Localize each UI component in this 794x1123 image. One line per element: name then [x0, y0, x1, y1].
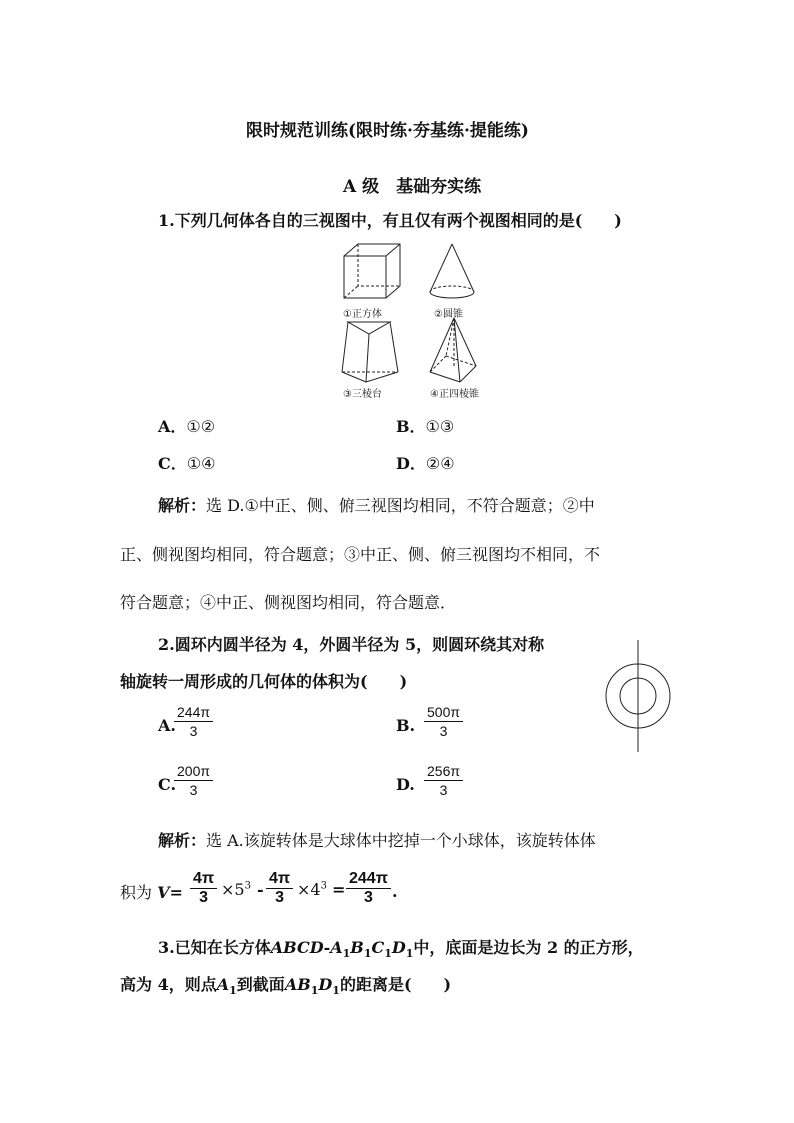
q2-option-b-label: B.	[396, 716, 416, 735]
denominator: 3	[189, 782, 198, 798]
formula-minus: -	[257, 880, 264, 899]
cube-figure	[344, 244, 400, 298]
q2-option-d-label: D.	[396, 775, 415, 794]
q2-option-a-fraction[interactable]	[174, 703, 213, 740]
formula-fraction-2: $\frac{4\pi}{3}$	[266, 870, 293, 907]
option-label: D．	[396, 454, 426, 473]
formula-times-5: $\times 5^3$	[221, 880, 251, 899]
q1-analysis-line2: 正、侧视图均相同，符合题意；③中正、侧、俯三视图均不相同，不	[120, 545, 601, 564]
question-2-stem-line2: 轴旋转一周形成的几何体的体积为( )	[120, 672, 408, 691]
option-label: B．	[396, 417, 426, 436]
question-3-stem-line2: 高为 4，则点$A_1$到截面$AB_1D_1$的距离是( )	[120, 975, 452, 998]
annulus-figure	[600, 640, 676, 752]
formula-v: V	[157, 883, 170, 902]
section-title: A 级 基础夯实练	[343, 177, 482, 197]
q1-option-a[interactable]	[158, 414, 215, 437]
cone-figure	[430, 244, 474, 298]
option-label: C．	[158, 454, 187, 473]
q2-option-c-fraction[interactable]	[174, 762, 213, 799]
q2-analysis-line1	[158, 828, 596, 851]
caption-pyramid: ④正四棱锥	[430, 389, 479, 400]
option-label: A．	[158, 417, 187, 436]
denominator: 3	[439, 782, 448, 798]
formula-period: .	[392, 882, 398, 901]
question-3-stem-line1: 3.已知在长方体ABCD-$A_1B_1C_1D_1$中，底面是边长为 2 的正方形，	[158, 938, 644, 961]
analysis-text: 选 A.该旋转体是大球体中挖掉一个小球体，该旋转体体	[206, 831, 596, 850]
q1-option-c[interactable]	[158, 451, 215, 474]
option-text: ①②	[186, 417, 216, 436]
pyramid-figure	[430, 318, 476, 382]
formula-times-4: $\times 4^3$	[297, 880, 327, 899]
option-text: ②④	[425, 454, 455, 473]
q1-analysis-line3: 符合题意；④中正、侧视图均相同，符合题意．	[120, 593, 457, 612]
numerator: 500π	[424, 703, 463, 722]
formula-eq: =	[169, 883, 183, 902]
caption-cube: ①正方体	[343, 309, 382, 320]
question-1-stem: 1.下列几何体各自的三视图中，有且仅有两个视图相同的是( )	[158, 211, 622, 230]
caption-frustum: ③三棱台	[343, 389, 382, 400]
frustum-figure	[342, 322, 398, 382]
question-2-stem-line1: 2.圆环内圆半径为 4，外圆半径为 5，则圆环绕其对称	[158, 635, 545, 654]
denominator: 3	[439, 723, 448, 739]
q2-option-c-label: C.	[158, 775, 177, 794]
numerator: 256π	[424, 762, 463, 781]
q2-option-b-fraction[interactable]	[424, 703, 463, 740]
q2-option-d-fraction[interactable]	[424, 762, 463, 799]
caption-cone: ②圆锥	[434, 309, 463, 320]
formula-fraction-1: $\frac{4\pi}{3}$	[190, 870, 217, 907]
q1-option-d[interactable]	[396, 451, 455, 474]
numerator: 200π	[174, 762, 213, 781]
q1-option-b[interactable]	[396, 414, 454, 437]
analysis-label: 解析：	[158, 831, 207, 850]
option-text: ①③	[425, 417, 455, 436]
formula-eq-2: =	[332, 880, 346, 899]
formula-prefix: 积为 V=	[120, 883, 183, 902]
denominator: 3	[189, 723, 198, 739]
q1-analysis-line1	[158, 493, 595, 516]
numerator: 244π	[174, 703, 213, 722]
q2-option-a-label: A.	[158, 716, 176, 735]
option-text: ①④	[186, 454, 216, 473]
page-title: 限时规范训练(限时练·夯基练·提能练)	[246, 121, 529, 141]
formula-fraction-3: $\frac{244\pi}{3}$	[346, 870, 391, 907]
analysis-text: 选 D.①中正、侧、俯三视图均相同，不符合题意；②中	[206, 496, 595, 515]
analysis-label: 解析：	[158, 496, 207, 515]
